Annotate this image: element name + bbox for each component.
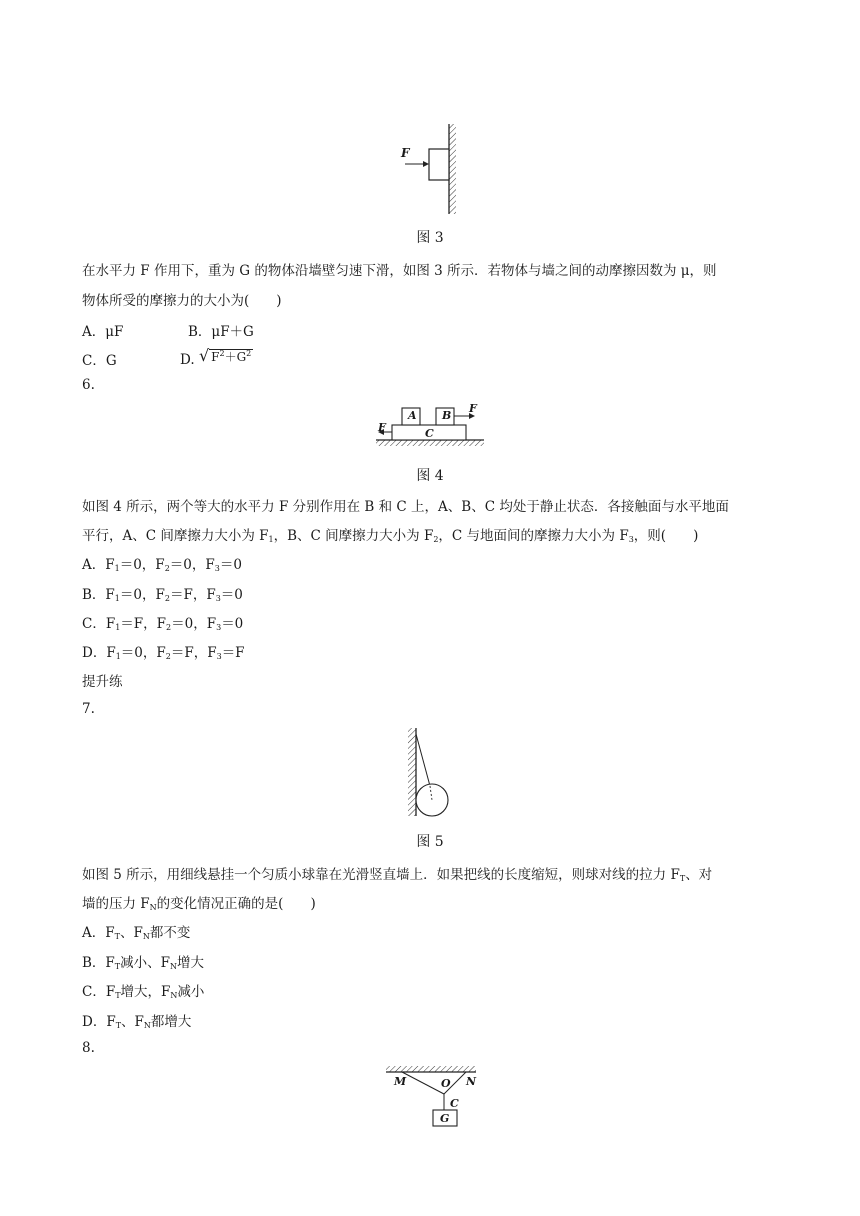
sqrt-symbol: √ [198,346,210,365]
q5-option-d-prefix: D. [180,352,195,368]
q7-text-line1: 如图 5 所示，用细线悬挂一个匀质小球靠在光滑竖直墙上．如果把线的长度缩短，则球对线的拉力 $F_T$、对 [82,867,713,883]
fig4-label-F-right: F [469,402,477,415]
fig8-label-C: C [450,1097,459,1110]
q5-text-line1: 在水平力 F 作用下，重为 G 的物体沿墙壁匀速下滑，如图 3 所示．若物体与墙之间的动摩擦因数为 μ，则 [82,263,717,279]
q6-text-line2: 平行，A、C 间摩擦力大小为 $F_1$，B、C 间摩擦力大小为 $F_2$，C 与地面间的摩擦力大小为 $F_3$，则( ) [82,528,699,544]
q8-number: 8. [82,1040,95,1056]
q6-option-c: C．$F_1=F$，$F_2=0$，$F_3=0$ [82,616,244,632]
q5-option-a: A．μF [82,324,124,340]
fig8-label-M: M [394,1075,407,1088]
q7-number: 7. [82,701,95,717]
q7-text-line2: 墙的压力 $F_N$的变化情况正确的是( ) [82,896,316,912]
q5-option-c: C．G [82,353,117,369]
fig4-label-F-left: F [378,421,386,434]
fig4-caption: 图 4 [416,468,444,484]
fig5-caption: 图 5 [416,834,444,850]
q7-option-c: C．$F_T$增大，$F_N$减小 [82,984,205,1000]
figure-q8 [380,1064,480,1130]
q6-number: 6. [82,377,95,393]
q5-option-d [180,346,253,368]
q7-option-a: A．$F_T$、$F_N$都不变 [82,925,191,941]
q6-option-b: B．$F_1=0$，$F_2=F$，$F_3=0$ [82,587,243,603]
fig4-label-C: C [425,427,434,440]
q6-option-a: A．$F_1=0$，$F_2=0$，$F_3=0$ [82,557,242,573]
figure-5 [402,726,458,818]
q7-option-b: B．$F_T$减小、$F_N$增大 [82,955,205,971]
figure-3 [395,120,465,216]
fig8-label-O: O [441,1077,451,1090]
sqrt-radicand: $F^2+G^2$ [211,349,252,364]
fig8-label-N: N [466,1075,477,1088]
q7-option-d: D．$F_T$、$F_N$都增大 [82,1014,192,1030]
fig4-label-B: B [442,409,452,422]
fig3-label-F: F [401,146,410,160]
q6-option-d: D．$F_1=0$，$F_2=F$，$F_3=F$ [82,645,245,661]
section-title: 提升练 [82,674,123,690]
q6-text-line1: 如图 4 所示，两个等大的水平力 F 分别作用在 B 和 C 上，A、B、C 均处于静止状态．各接触面与水平地面 [82,499,729,515]
q5-text-line2: 物体所受的摩擦力的大小为( ) [82,293,282,309]
fig8-label-G: G [440,1112,450,1125]
q5-option-b: B．μF＋G [188,324,254,340]
fig3-caption: 图 3 [416,230,444,246]
fig4-label-A: A [408,409,417,422]
